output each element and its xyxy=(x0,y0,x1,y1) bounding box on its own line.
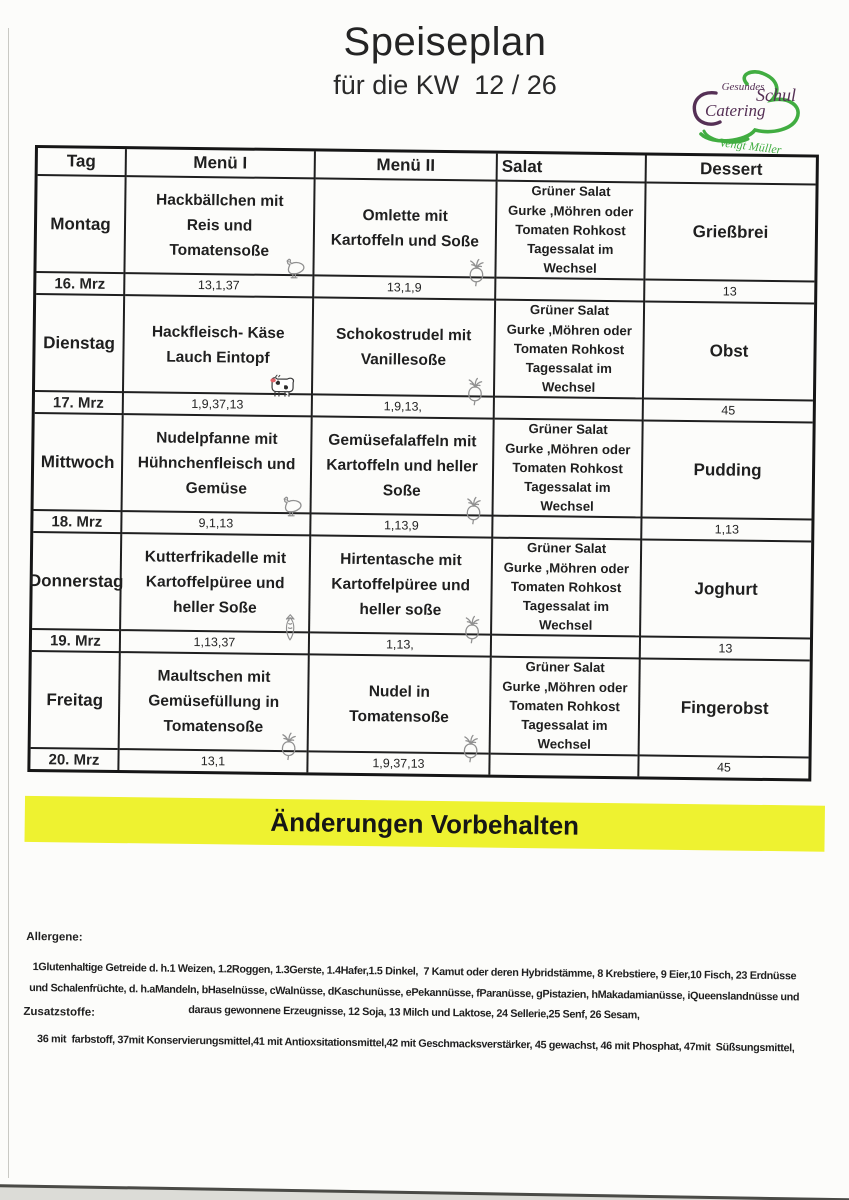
day-label: Montag xyxy=(50,213,111,234)
logo-schul-text: Schul xyxy=(756,85,796,105)
menu1-cell xyxy=(124,296,314,417)
menu1-dish: Hackfleisch- Käse Lauch Eintopf xyxy=(151,322,285,367)
dessert-cell xyxy=(641,540,811,661)
menu2-cell xyxy=(313,298,496,419)
salad-text: Grüner Salat Gurke ,Möhren oder Tomaten Rohkost Tagessalat im Wechsel xyxy=(507,183,634,277)
menu2-dish: Hirtentasche mit Kartoffelpüree und heller soße xyxy=(331,550,471,619)
additives-heading: Zusatzstoffe: xyxy=(23,1005,96,1019)
header-salat: Salat xyxy=(498,154,647,184)
salad-band xyxy=(496,277,643,301)
menu1-dish: Maultschen mit Gemüsefüllung in Tomatensoße xyxy=(148,667,280,736)
menu2-allergens: 1,13,9 xyxy=(311,512,491,536)
menu1-cell xyxy=(122,415,312,536)
menu1-allergens: 13,1 xyxy=(119,748,306,772)
dessert-allergens: 45 xyxy=(644,397,813,421)
salad-cell xyxy=(496,182,646,303)
dessert-allergens: 1,13 xyxy=(642,516,811,540)
cow-icon xyxy=(265,373,297,399)
chicken-icon xyxy=(278,494,304,524)
salad-band xyxy=(493,515,640,539)
menu2-allergens: 13,1,9 xyxy=(314,274,494,298)
changes-banner xyxy=(24,796,825,852)
radish-icon xyxy=(457,734,483,764)
menu2-dish: Nudel in Tomatensoße xyxy=(349,682,449,726)
dessert-allergens: 13 xyxy=(641,635,810,659)
salad-text: Grüner Salat Gurke ,Möhren oder Tomaten Rohkost Tagessalat im Wechsel xyxy=(503,540,630,634)
menu2-allergens: 1,13, xyxy=(310,631,490,655)
allergens-paragraph: 1Glutenhaltige Getreide d. h.1 Weizen, 1.2Roggen, 1.3Gerste, 1.4Hafer,1.5 Dinkel, 7 Kamut oder deren Hybridstämme, 8 Krebstiere, 9 Eier,10 Fisch, 23 Erdnüsse und Schalenfrüchte, d. h.aMandeln, bHaselnüsse, cWalnüsse, dKaschunüsse, ePekannüsse, fParanüsse, gPistazien, hMakadamianüsse, iQueenslandnüsse und daraus gewonnene Erzeugnisse, 12 Soja, 13 Milch und Laktose, 24 Sellerie,25 Senf, 26 Sesam, xyxy=(29,961,800,1022)
menu2-dish: Schokostrudel mit Vanillesoße xyxy=(336,325,472,369)
menu2-cell xyxy=(308,655,491,774)
menu1-allergens: 13,1,37 xyxy=(125,272,312,296)
radish-icon xyxy=(460,496,486,526)
salad-cell xyxy=(492,539,642,660)
dessert-name: Grießbrei xyxy=(692,221,769,242)
logo-catering-text: Catering xyxy=(705,101,766,120)
date-label: 16. Mrz xyxy=(36,271,123,294)
page-subtitle: für die KW 12 / 26 xyxy=(333,70,557,100)
menu2-cell xyxy=(310,536,493,657)
header-tag: Tag xyxy=(38,148,127,177)
header-dessert: Dessert xyxy=(647,155,816,185)
salad-band xyxy=(495,396,642,420)
dessert-cell xyxy=(644,302,814,423)
menu1-dish: Hackbällchen mit Reis und Tomatensoße xyxy=(155,191,284,260)
logo-signature-text: Vengt Müller xyxy=(718,135,783,157)
day-cell xyxy=(30,652,120,770)
radish-icon xyxy=(463,258,489,288)
menu1-allergens: 1,9,37,13 xyxy=(124,391,311,415)
date-label: 20. Mrz xyxy=(30,747,117,770)
menu2-dish: Omlette mit Kartoffeln und Soße xyxy=(330,206,480,250)
salad-text: Grüner Salat Gurke ,Möhren oder Tomaten Rohkost Tagessalat im Wechsel xyxy=(505,421,631,515)
menu-table xyxy=(27,145,819,782)
menu1-dish: Kutterfrikadelle mit Kartoffelpüree und heller Soße xyxy=(144,548,287,617)
salad-cell xyxy=(493,420,643,541)
menu1-dish: Nudelpfanne mit Hühnchenfleisch und Gemüse xyxy=(137,429,296,498)
radish-icon xyxy=(275,732,301,762)
salad-cell xyxy=(490,658,640,777)
dessert-cell xyxy=(639,659,809,778)
salad-band xyxy=(492,634,639,658)
day-cell xyxy=(35,295,125,415)
menu1-cell xyxy=(119,653,309,772)
header-menu1: Menü I xyxy=(127,149,316,179)
menu2-allergens: 1,9,37,13 xyxy=(308,750,488,774)
day-cell xyxy=(33,414,123,534)
dessert-allergens: 13 xyxy=(645,278,814,302)
salad-text: Grüner Salat Gurke ,Möhren oder Tomaten Rohkost Tagessalat im Wechsel xyxy=(506,302,633,396)
header-menu2: Menü II xyxy=(316,151,498,181)
day-label: Mittwoch xyxy=(40,451,115,472)
date-label: 18. Mrz xyxy=(33,509,120,532)
menu1-allergens: 1,13,37 xyxy=(121,629,308,653)
changes-banner-text: Änderungen Vorbehalten xyxy=(270,806,580,841)
chicken-icon xyxy=(281,256,307,286)
day-label: Donnerstag xyxy=(28,570,124,591)
menu1-allergens: 9,1,13 xyxy=(122,510,309,534)
salad-cell xyxy=(495,301,645,422)
dessert-name: Fingerobst xyxy=(680,697,769,718)
day-cell xyxy=(36,176,126,296)
radish-icon xyxy=(459,615,485,645)
menu2-dish: Gemüsefalaffeln mit Kartoffeln und heller Soße xyxy=(326,431,478,500)
menu2-allergens: 1,9,13, xyxy=(313,393,493,417)
page-title: Speiseplan xyxy=(343,20,547,64)
menu1-cell xyxy=(121,534,311,655)
day-label: Freitag xyxy=(46,689,104,710)
salad-text: Grüner Salat Gurke ,Möhren oder Tomaten Rohkost Tagessalat im Wechsel xyxy=(502,659,628,753)
dessert-cell xyxy=(642,421,812,542)
day-cell xyxy=(28,533,124,653)
dessert-name: Obst xyxy=(709,340,749,361)
allergens-heading: Allergene: xyxy=(26,930,83,944)
logo-gesundes-text: Gesundes xyxy=(721,81,765,93)
dessert-name: Pudding xyxy=(693,459,762,480)
menu2-cell xyxy=(311,417,494,538)
fish-icon xyxy=(277,613,303,643)
date-label: 19. Mrz xyxy=(32,628,119,651)
menu1-cell xyxy=(125,177,315,298)
dessert-name: Joghurt xyxy=(694,578,758,599)
salad-band xyxy=(490,753,637,777)
dessert-cell xyxy=(645,183,815,304)
dessert-allergens: 45 xyxy=(639,754,808,778)
radish-icon xyxy=(462,377,488,407)
menu2-cell xyxy=(314,179,497,300)
day-label: Dienstag xyxy=(43,332,116,353)
date-label: 17. Mrz xyxy=(35,390,122,413)
additives-paragraph: 36 mit farbstoff, 37mit Konservierungsmittel,41 mit Antioxsitationsmittel,42 mit Geschmacksverstärker, 45 gewachst, 46 mit Phosphat, 47mit Süßsungsmittel, xyxy=(37,1033,795,1055)
